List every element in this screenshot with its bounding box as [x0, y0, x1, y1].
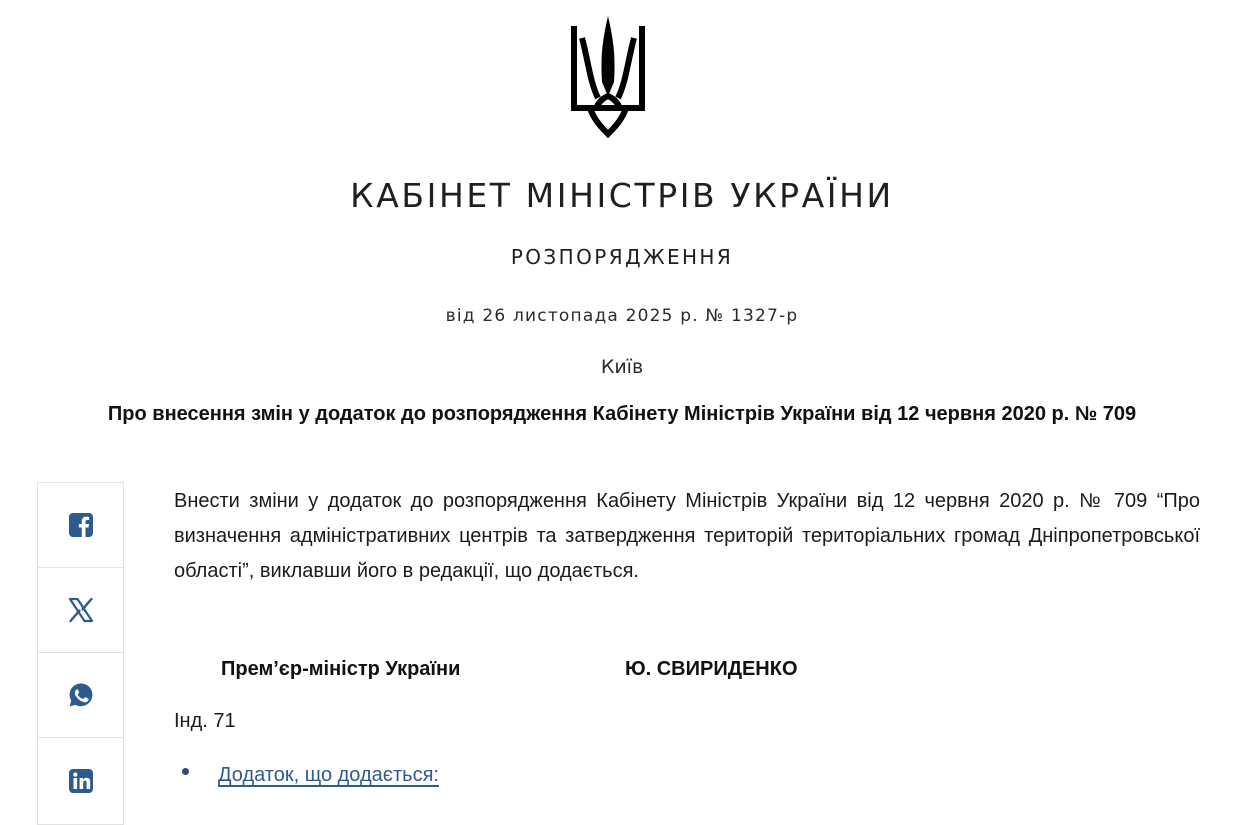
share-linkedin-button[interactable] [38, 738, 123, 823]
attachment-list-item [182, 764, 439, 787]
trident-icon [568, 12, 648, 138]
x-icon [67, 596, 95, 624]
attachment-link[interactable]: Додаток, що додається: [218, 764, 439, 786]
signatory-name: Ю. СВИРИДЕНКО [625, 658, 798, 680]
index-number: Інд. 71 [174, 710, 236, 732]
doc-type: РОЗПОРЯДЖЕННЯ [510, 245, 734, 269]
doc-city: Київ [600, 356, 644, 378]
share-facebook-button[interactable] [38, 483, 123, 568]
document-body [174, 484, 1200, 589]
signature-block [0, 658, 1244, 688]
org-title: КАБІНЕТ МІНІСТРІВ УКРАЇНИ [350, 176, 894, 215]
share-x-button[interactable] [38, 568, 123, 653]
signatory-role: Прем’єр-міністр України [221, 658, 461, 680]
main-paragraph: Внести зміни у додаток до розпорядження Кабінету Міністрів України від 12 червня 2020 р. № 709 “Про визначення адміністративних центрів та затвердження територій територіальних громад Дніпропетровської області”, виклавши його в редакції, що додається. [174, 490, 1200, 582]
bullet-icon [182, 768, 189, 775]
linkedin-icon [67, 767, 95, 795]
share-bar [37, 482, 124, 825]
doc-heading: Про внесення змін у додаток до розпорядження Кабінету Міністрів України від 12 червня 2020 р. № 709 [107, 403, 1137, 425]
facebook-icon [67, 511, 95, 539]
doc-date: від 26 листопада 2025 р. № 1327-р [445, 306, 799, 326]
